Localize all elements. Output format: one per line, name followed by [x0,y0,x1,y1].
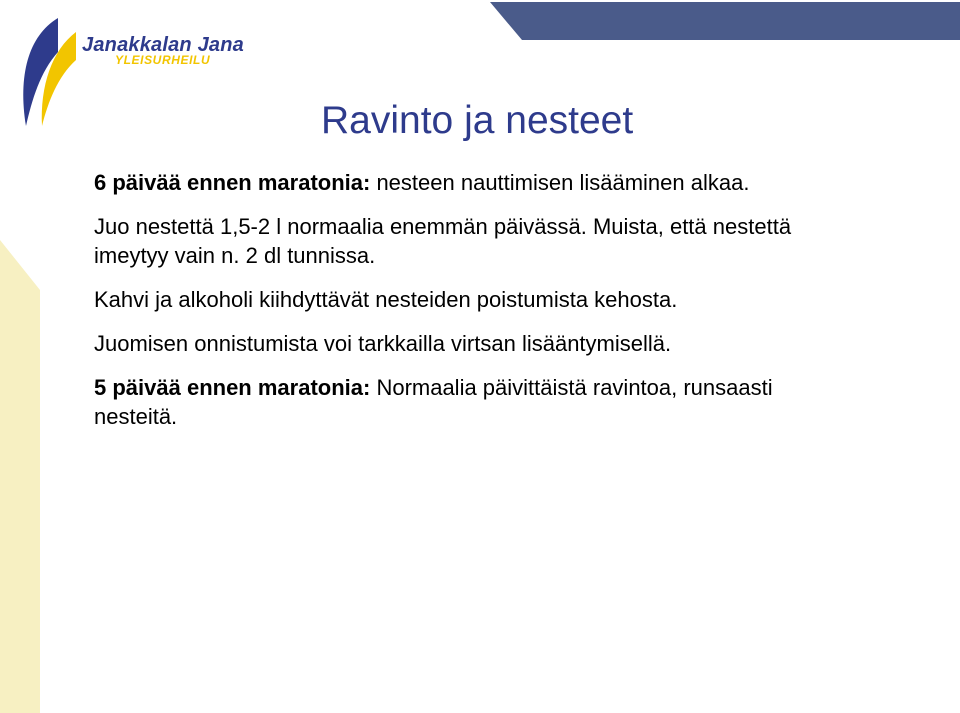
paragraph-text: Juo nestettä 1,5-2 l normaalia enemmän päivässä. Muista, että nestettä imeytyy vain n. 2 dl tunnissa. [94,214,792,268]
paragraph-text: Kahvi ja alkoholi kiihdyttävät nesteiden poistumista kehosta. [94,287,678,312]
club-logo-icon [18,14,78,130]
paragraph-text: Normaalia päivittäistä ravintoa, runsaasti nesteitä. [94,375,773,429]
paragraph-fluid-intake [94,212,854,270]
paragraph-5-days [94,373,854,431]
logo-subtitle: YLEISURHEILU [115,53,211,67]
paragraph-lead: 6 päivää ennen maratonia: [94,170,371,195]
paragraph-monitoring [94,329,854,358]
side-decor-stripe [0,240,46,713]
paragraph-coffee-alcohol [94,285,854,314]
slide-body [94,168,854,446]
paragraph-6-days [94,168,854,197]
paragraph-lead: 5 päivää ennen maratonia: [94,375,371,400]
paragraph-text: nesteen nauttimisen lisääminen alkaa. [370,170,750,195]
logo-club-name: Janakkalan Jana [82,34,244,56]
slide-title: Ravinto ja nesteet [321,99,634,142]
paragraph-text: Juomisen onnistumista voi tarkkailla virtsan lisääntymisellä. [94,331,672,356]
